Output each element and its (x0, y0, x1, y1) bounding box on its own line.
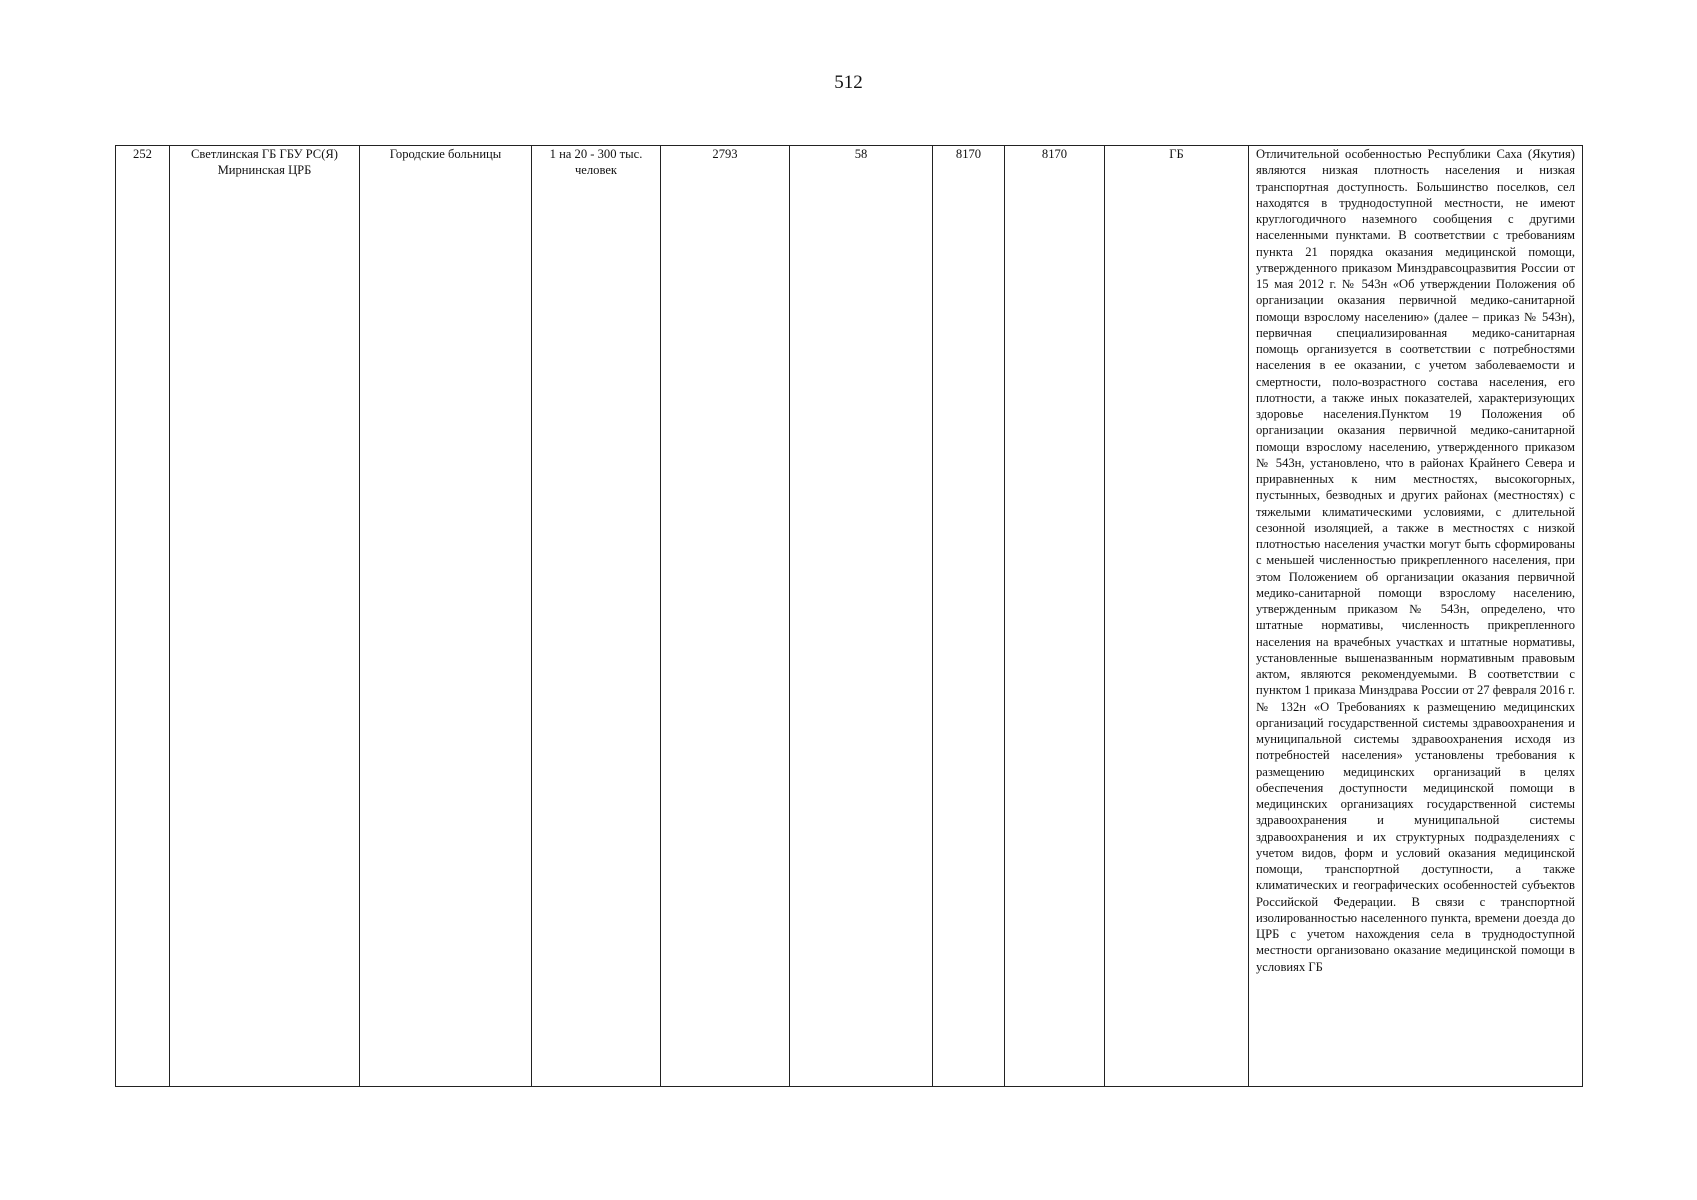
justification-cell: Отличительной особенностью Республики Саха (Якутия) являются низкая плотность населения и низкая транспортная доступность. Большинство поселков, сел находятся в труднодоступной местности, не имеют круглогодичного наземного сообщения с другими населенными пунктами. В соответствии с требованиям пункта 21 порядка оказания медицинской помощи, утвержденного приказом Минздравсоцразвития России от 15 мая 2012 г. № 543н «Об утверждении Положения об организации оказания первичной медико-санитарной помощи взрослому населению» (далее – приказ № 543н), первичная специализированная медико-санитарная помощь организуется в соответствии с потребностями населения в ее оказании, с учетом заболеваемости и смертности, поло-возрастного состава населения, его плотности, а также иных показателей, характеризующих здоровье населения.Пунктом 19 Положения об организации оказания первичной медико-санитарной помощи взрослому населению, утвержденного приказом № 543н, установлено, что в районах Крайнего Севера и приравненных к ним местностях, высокогорных, пустынных, безводных и других районах (местностях) с тяжелыми климатическими условиями, с длительной сезонной изоляцией, а также в местностях с низкой плотностью населения участки могут быть сформированы с меньшей численностью прикрепленного населения, при этом Положением об организации оказания первичной медико-санитарной помощи взрослому населению, утвержденным приказом № 543н, определено, что штатные нормативы, численность прикрепленного населения на врачебных участках и штатные нормативы, установленные вышеназванным нормативным правовым актом, являются рекомендуемыми. В соответствии с пунктом 1 приказа Минздрава России от 27 февраля 2016 г. № 132н «О Требованиях к размещению медицинских организаций государственной системы здравоохранения и муниципальной системы здравоохранения исходя из потребностей населения» установлены требования к размещению медицинских организаций в целях обеспечения доступности медицинской помощи в медицинских организациях государственной системы здравоохранения и муниципальной системы здравоохранения и их структурных подразделениях с учетом видов, форм и условий оказания медицинской помощи, транспортной доступности, а также климатических и географических особенностей субъектов Российской Федерации. В связи с транспортной изолированностью населенного пункта, времени доезда до ЦРБ с учетом нахождения села в труднодоступной местности организовано оказание медицинской помощи в условиях ГБ (1249, 146, 1583, 1087)
norm-cell: 1 на 20 - 300 тыс. человек (532, 146, 661, 1087)
table-row (116, 146, 1583, 1087)
value-3-cell: 8170 (933, 146, 1005, 1087)
registry-table (115, 145, 1583, 1087)
value-2-cell: 58 (790, 146, 933, 1087)
category-cell: ГБ (1105, 146, 1249, 1087)
page-number: 512 (834, 72, 863, 93)
type-cell: Городские больницы (360, 146, 532, 1087)
value-1-cell: 2793 (661, 146, 790, 1087)
row-number-cell: 252 (116, 146, 170, 1087)
value-4-cell: 8170 (1005, 146, 1105, 1087)
organization-cell: Светлинская ГБ ГБУ РС(Я) Мирнинская ЦРБ (170, 146, 360, 1087)
